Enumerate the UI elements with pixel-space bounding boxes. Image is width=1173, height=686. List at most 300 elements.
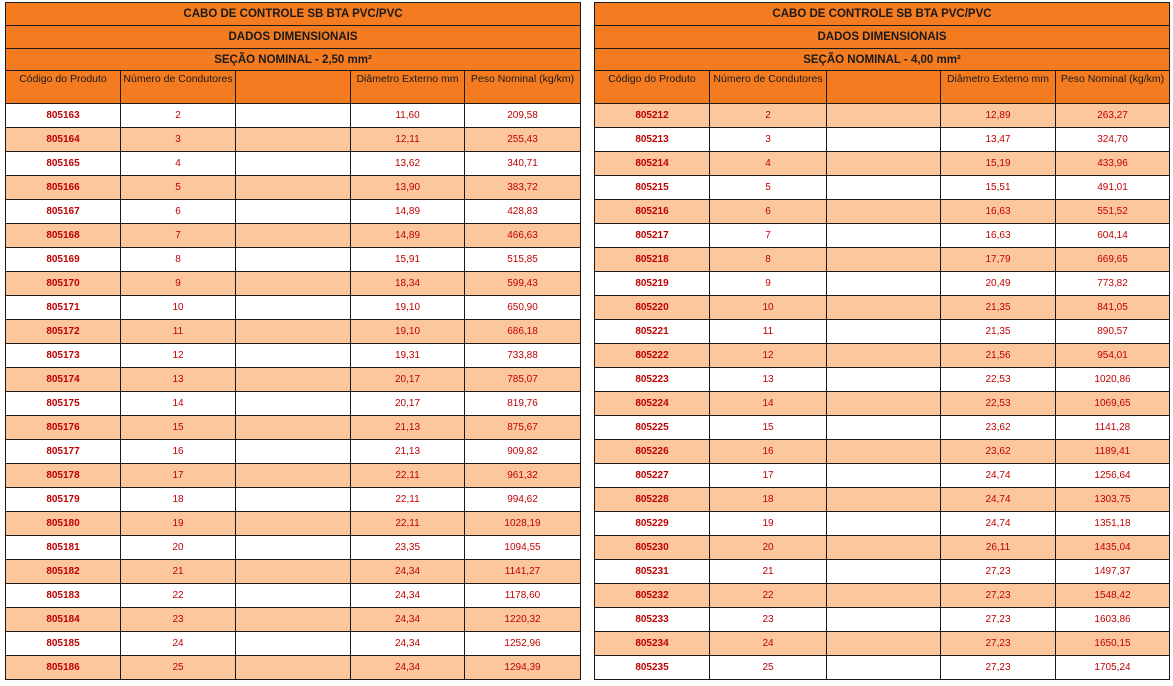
- product-code-cell: 805229: [595, 512, 710, 536]
- conductors-cell: 17: [121, 464, 236, 488]
- weight-cell: 686,18: [465, 320, 581, 344]
- blank-cell: [827, 392, 941, 416]
- weight-cell: 773,82: [1056, 272, 1170, 296]
- table-row: [595, 464, 1170, 488]
- diameter-cell: 11,60: [351, 104, 465, 128]
- diameter-cell: 22,53: [941, 368, 1056, 392]
- conductors-cell: 6: [710, 200, 827, 224]
- diameter-cell: 19,10: [351, 296, 465, 320]
- conductors-cell: 8: [121, 248, 236, 272]
- product-code-cell: 805180: [6, 512, 121, 536]
- product-code-cell: 805170: [6, 272, 121, 296]
- product-code-cell: 805184: [6, 608, 121, 632]
- weight-cell: 428,83: [465, 200, 581, 224]
- table-row: [595, 392, 1170, 416]
- blank-cell: [827, 656, 941, 680]
- diameter-cell: 16,63: [941, 224, 1056, 248]
- product-code-cell: 805166: [6, 176, 121, 200]
- table-row: [595, 224, 1170, 248]
- conductors-cell: 19: [710, 512, 827, 536]
- table-row: [595, 176, 1170, 200]
- header-conductors: Número de Condutores: [121, 71, 236, 104]
- header-code: Código do Produto: [595, 71, 710, 104]
- weight-cell: 961,32: [465, 464, 581, 488]
- conductors-cell: 18: [121, 488, 236, 512]
- blank-cell: [236, 440, 351, 464]
- weight-cell: 599,43: [465, 272, 581, 296]
- product-code-cell: 805185: [6, 632, 121, 656]
- conductors-cell: 2: [710, 104, 827, 128]
- blank-cell: [236, 128, 351, 152]
- diameter-cell: 24,34: [351, 560, 465, 584]
- blank-cell: [827, 632, 941, 656]
- weight-cell: 255,43: [465, 128, 581, 152]
- conductors-cell: 22: [710, 584, 827, 608]
- product-code-cell: 805227: [595, 464, 710, 488]
- blank-cell: [236, 536, 351, 560]
- weight-cell: 1303,75: [1056, 488, 1170, 512]
- diameter-cell: 21,13: [351, 440, 465, 464]
- diameter-cell: 14,89: [351, 224, 465, 248]
- weight-cell: 383,72: [465, 176, 581, 200]
- weight-cell: 1497,37: [1056, 560, 1170, 584]
- conductors-cell: 10: [121, 296, 236, 320]
- weight-cell: 1020,86: [1056, 368, 1170, 392]
- product-code-cell: 805222: [595, 344, 710, 368]
- diameter-cell: 20,49: [941, 272, 1056, 296]
- diameter-cell: 24,74: [941, 464, 1056, 488]
- product-code-cell: 805217: [595, 224, 710, 248]
- weight-cell: 1141,27: [465, 560, 581, 584]
- product-code-cell: 805178: [6, 464, 121, 488]
- diameter-cell: 24,74: [941, 512, 1056, 536]
- blank-cell: [827, 224, 941, 248]
- table-row: [595, 584, 1170, 608]
- product-code-cell: 805219: [595, 272, 710, 296]
- diameter-cell: 24,74: [941, 488, 1056, 512]
- weight-cell: 515,85: [465, 248, 581, 272]
- table-title: CABO DE CONTROLE SB BTA PVC/PVC: [6, 3, 581, 26]
- table-row: [6, 560, 581, 584]
- table-title: CABO DE CONTROLE SB BTA PVC/PVC: [595, 3, 1170, 26]
- product-code-cell: 805234: [595, 632, 710, 656]
- table-subtitle: DADOS DIMENSIONAIS: [6, 26, 581, 49]
- diameter-cell: 24,34: [351, 608, 465, 632]
- product-code-cell: 805183: [6, 584, 121, 608]
- product-code-cell: 805213: [595, 128, 710, 152]
- weight-cell: 1069,65: [1056, 392, 1170, 416]
- table-row: [6, 512, 581, 536]
- blank-cell: [236, 368, 351, 392]
- weight-cell: 1252,96: [465, 632, 581, 656]
- weight-cell: 1256,64: [1056, 464, 1170, 488]
- table-row: [6, 104, 581, 128]
- blank-cell: [827, 200, 941, 224]
- conductors-cell: 21: [710, 560, 827, 584]
- header-diameter: Diâmetro Externo mm: [941, 71, 1056, 104]
- conductors-cell: 20: [710, 536, 827, 560]
- product-code-cell: 805181: [6, 536, 121, 560]
- conductors-cell: 23: [121, 608, 236, 632]
- table-row: [6, 536, 581, 560]
- table-row: [6, 344, 581, 368]
- blank-cell: [827, 464, 941, 488]
- diameter-cell: 27,23: [941, 608, 1056, 632]
- product-code-cell: 805233: [595, 608, 710, 632]
- product-code-cell: 805169: [6, 248, 121, 272]
- blank-cell: [827, 296, 941, 320]
- table-row: [595, 344, 1170, 368]
- diameter-cell: 21,13: [351, 416, 465, 440]
- header-diameter: Diâmetro Externo mm: [351, 71, 465, 104]
- product-code-cell: 805186: [6, 656, 121, 680]
- blank-cell: [236, 488, 351, 512]
- blank-cell: [827, 560, 941, 584]
- weight-cell: 954,01: [1056, 344, 1170, 368]
- conductors-cell: 11: [121, 320, 236, 344]
- table-row: [595, 632, 1170, 656]
- conductors-cell: 14: [710, 392, 827, 416]
- header-blank: [827, 71, 941, 104]
- product-code-cell: 805220: [595, 296, 710, 320]
- diameter-cell: 22,11: [351, 464, 465, 488]
- blank-cell: [236, 296, 351, 320]
- blank-cell: [236, 176, 351, 200]
- blank-cell: [236, 512, 351, 536]
- table-row: [595, 416, 1170, 440]
- table-row: [6, 440, 581, 464]
- table-row: [595, 128, 1170, 152]
- table-row: [595, 248, 1170, 272]
- diameter-cell: 23,62: [941, 416, 1056, 440]
- diameter-cell: 27,23: [941, 584, 1056, 608]
- weight-cell: 604,14: [1056, 224, 1170, 248]
- diameter-cell: 21,35: [941, 296, 1056, 320]
- table-row: [6, 584, 581, 608]
- product-code-cell: 805226: [595, 440, 710, 464]
- product-code-cell: 805224: [595, 392, 710, 416]
- diameter-cell: 13,47: [941, 128, 1056, 152]
- diameter-cell: 20,17: [351, 392, 465, 416]
- blank-cell: [236, 608, 351, 632]
- weight-cell: 785,07: [465, 368, 581, 392]
- diameter-cell: 19,10: [351, 320, 465, 344]
- weight-cell: 669,65: [1056, 248, 1170, 272]
- diameter-cell: 13,90: [351, 176, 465, 200]
- blank-cell: [236, 416, 351, 440]
- table-row: [6, 248, 581, 272]
- table-row: [6, 128, 581, 152]
- weight-cell: 1603,86: [1056, 608, 1170, 632]
- product-code-cell: 805173: [6, 344, 121, 368]
- product-code-cell: 805214: [595, 152, 710, 176]
- conductors-cell: 15: [121, 416, 236, 440]
- diameter-cell: 20,17: [351, 368, 465, 392]
- weight-cell: 1028,19: [465, 512, 581, 536]
- product-code-cell: 805168: [6, 224, 121, 248]
- weight-cell: 433,96: [1056, 152, 1170, 176]
- table-row: [6, 656, 581, 680]
- conductors-cell: 8: [710, 248, 827, 272]
- conductors-cell: 12: [710, 344, 827, 368]
- table-row: [595, 272, 1170, 296]
- blank-cell: [827, 608, 941, 632]
- conductors-cell: 4: [121, 152, 236, 176]
- weight-cell: 1178,60: [465, 584, 581, 608]
- blank-cell: [236, 272, 351, 296]
- weight-cell: 1705,24: [1056, 656, 1170, 680]
- diameter-cell: 23,35: [351, 536, 465, 560]
- product-code-cell: 805232: [595, 584, 710, 608]
- header-weight: Peso Nominal (kg/km): [465, 71, 581, 104]
- diameter-cell: 13,62: [351, 152, 465, 176]
- product-code-cell: 805163: [6, 104, 121, 128]
- product-code-cell: 805231: [595, 560, 710, 584]
- table-row: [595, 488, 1170, 512]
- product-code-cell: 805216: [595, 200, 710, 224]
- diameter-cell: 17,79: [941, 248, 1056, 272]
- section-label: SEÇÃO NOMINAL - 2,50 mm²: [6, 49, 581, 71]
- diameter-cell: 19,31: [351, 344, 465, 368]
- conductors-cell: 22: [121, 584, 236, 608]
- conductors-cell: 14: [121, 392, 236, 416]
- conductors-cell: 11: [710, 320, 827, 344]
- blank-cell: [827, 272, 941, 296]
- weight-cell: 994,62: [465, 488, 581, 512]
- diameter-cell: 24,34: [351, 656, 465, 680]
- blank-cell: [827, 176, 941, 200]
- product-code-cell: 805164: [6, 128, 121, 152]
- weight-cell: 1650,15: [1056, 632, 1170, 656]
- weight-cell: 466,63: [465, 224, 581, 248]
- blank-cell: [827, 584, 941, 608]
- weight-cell: 650,90: [465, 296, 581, 320]
- table-2-50mm: [5, 2, 581, 680]
- weight-cell: 841,05: [1056, 296, 1170, 320]
- blank-cell: [827, 488, 941, 512]
- header-conductors: Número de Condutores: [710, 71, 827, 104]
- conductors-cell: 16: [121, 440, 236, 464]
- product-code-cell: 805176: [6, 416, 121, 440]
- weight-cell: 263,27: [1056, 104, 1170, 128]
- conductors-cell: 9: [121, 272, 236, 296]
- table-row: [595, 608, 1170, 632]
- conductors-cell: 20: [121, 536, 236, 560]
- table-row: [6, 272, 581, 296]
- diameter-cell: 27,23: [941, 632, 1056, 656]
- product-code-cell: 805225: [595, 416, 710, 440]
- product-code-cell: 805179: [6, 488, 121, 512]
- diameter-cell: 14,89: [351, 200, 465, 224]
- blank-cell: [827, 416, 941, 440]
- conductors-cell: 4: [710, 152, 827, 176]
- table-row: [6, 176, 581, 200]
- table-row: [6, 152, 581, 176]
- diameter-cell: 24,34: [351, 584, 465, 608]
- blank-cell: [827, 440, 941, 464]
- blank-cell: [827, 152, 941, 176]
- product-code-cell: 805212: [595, 104, 710, 128]
- weight-cell: 491,01: [1056, 176, 1170, 200]
- conductors-cell: 25: [121, 656, 236, 680]
- table-row: [6, 464, 581, 488]
- table-row: [6, 488, 581, 512]
- conductors-cell: 17: [710, 464, 827, 488]
- weight-cell: 1220,32: [465, 608, 581, 632]
- blank-cell: [236, 656, 351, 680]
- product-code-cell: 805223: [595, 368, 710, 392]
- blank-cell: [827, 536, 941, 560]
- table-subtitle: DADOS DIMENSIONAIS: [595, 26, 1170, 49]
- conductors-cell: 5: [710, 176, 827, 200]
- conductors-cell: 24: [121, 632, 236, 656]
- diameter-cell: 12,11: [351, 128, 465, 152]
- table-row: [595, 560, 1170, 584]
- product-code-cell: 805228: [595, 488, 710, 512]
- weight-cell: 340,71: [465, 152, 581, 176]
- table-row: [595, 152, 1170, 176]
- diameter-cell: 18,34: [351, 272, 465, 296]
- weight-cell: 733,88: [465, 344, 581, 368]
- weight-cell: 1435,04: [1056, 536, 1170, 560]
- product-code-cell: 805177: [6, 440, 121, 464]
- product-code-cell: 805172: [6, 320, 121, 344]
- table-row: [6, 392, 581, 416]
- table-row: [595, 320, 1170, 344]
- table-row: [595, 104, 1170, 128]
- blank-cell: [236, 104, 351, 128]
- diameter-cell: 22,11: [351, 512, 465, 536]
- weight-cell: 324,70: [1056, 128, 1170, 152]
- diameter-cell: 24,34: [351, 632, 465, 656]
- table-row: [595, 440, 1170, 464]
- diameter-cell: 15,91: [351, 248, 465, 272]
- diameter-cell: 27,23: [941, 656, 1056, 680]
- blank-cell: [236, 560, 351, 584]
- product-code-cell: 805235: [595, 656, 710, 680]
- table-row: [6, 296, 581, 320]
- conductors-cell: 2: [121, 104, 236, 128]
- blank-cell: [827, 512, 941, 536]
- conductors-cell: 15: [710, 416, 827, 440]
- conductors-cell: 18: [710, 488, 827, 512]
- blank-cell: [236, 200, 351, 224]
- conductors-cell: 7: [121, 224, 236, 248]
- conductors-cell: 9: [710, 272, 827, 296]
- table-row: [595, 512, 1170, 536]
- weight-cell: 209,58: [465, 104, 581, 128]
- table-row: [6, 224, 581, 248]
- diameter-cell: 21,56: [941, 344, 1056, 368]
- table-row: [595, 200, 1170, 224]
- weight-cell: 1294,39: [465, 656, 581, 680]
- conductors-cell: 3: [121, 128, 236, 152]
- weight-cell: 1189,41: [1056, 440, 1170, 464]
- conductors-cell: 23: [710, 608, 827, 632]
- table-row: [6, 200, 581, 224]
- conductors-cell: 19: [121, 512, 236, 536]
- header-weight: Peso Nominal (kg/km): [1056, 71, 1170, 104]
- conductors-cell: 24: [710, 632, 827, 656]
- blank-cell: [236, 248, 351, 272]
- weight-cell: 551,52: [1056, 200, 1170, 224]
- conductors-cell: 16: [710, 440, 827, 464]
- blank-cell: [236, 152, 351, 176]
- diameter-cell: 23,62: [941, 440, 1056, 464]
- weight-cell: 1094,55: [465, 536, 581, 560]
- diameter-cell: 26,11: [941, 536, 1056, 560]
- conductors-cell: 7: [710, 224, 827, 248]
- diameter-cell: 15,51: [941, 176, 1056, 200]
- blank-cell: [827, 344, 941, 368]
- product-code-cell: 805171: [6, 296, 121, 320]
- table-row: [6, 416, 581, 440]
- product-code-cell: 805167: [6, 200, 121, 224]
- weight-cell: 1351,18: [1056, 512, 1170, 536]
- conductors-cell: 25: [710, 656, 827, 680]
- table-row: [6, 368, 581, 392]
- product-code-cell: 805215: [595, 176, 710, 200]
- blank-cell: [827, 248, 941, 272]
- product-code-cell: 805175: [6, 392, 121, 416]
- product-code-cell: 805182: [6, 560, 121, 584]
- weight-cell: 1141,28: [1056, 416, 1170, 440]
- product-code-cell: 805221: [595, 320, 710, 344]
- blank-cell: [236, 392, 351, 416]
- conductors-cell: 13: [121, 368, 236, 392]
- conductors-cell: 12: [121, 344, 236, 368]
- diameter-cell: 12,89: [941, 104, 1056, 128]
- weight-cell: 890,57: [1056, 320, 1170, 344]
- table-body: [595, 104, 1170, 680]
- blank-cell: [236, 344, 351, 368]
- table-row: [6, 320, 581, 344]
- product-code-cell: 805165: [6, 152, 121, 176]
- blank-cell: [827, 104, 941, 128]
- conductors-cell: 6: [121, 200, 236, 224]
- table-row: [595, 536, 1170, 560]
- weight-cell: 909,82: [465, 440, 581, 464]
- blank-cell: [827, 320, 941, 344]
- blank-cell: [236, 320, 351, 344]
- blank-cell: [827, 128, 941, 152]
- table-row: [6, 632, 581, 656]
- blank-cell: [236, 632, 351, 656]
- section-label: SEÇÃO NOMINAL - 4,00 mm²: [595, 49, 1170, 71]
- diameter-cell: 15,19: [941, 152, 1056, 176]
- blank-cell: [827, 368, 941, 392]
- blank-cell: [236, 464, 351, 488]
- blank-cell: [236, 224, 351, 248]
- header-code: Código do Produto: [6, 71, 121, 104]
- weight-cell: 1548,42: [1056, 584, 1170, 608]
- conductors-cell: 21: [121, 560, 236, 584]
- table-row: [6, 608, 581, 632]
- table-row: [595, 296, 1170, 320]
- blank-cell: [236, 584, 351, 608]
- conductors-cell: 3: [710, 128, 827, 152]
- table-row: [595, 368, 1170, 392]
- diameter-cell: 27,23: [941, 560, 1056, 584]
- conductors-cell: 10: [710, 296, 827, 320]
- diameter-cell: 22,11: [351, 488, 465, 512]
- conductors-cell: 5: [121, 176, 236, 200]
- diameter-cell: 21,35: [941, 320, 1056, 344]
- weight-cell: 819,76: [465, 392, 581, 416]
- header-blank: [236, 71, 351, 104]
- table-row: [595, 656, 1170, 680]
- table-body: [6, 104, 581, 680]
